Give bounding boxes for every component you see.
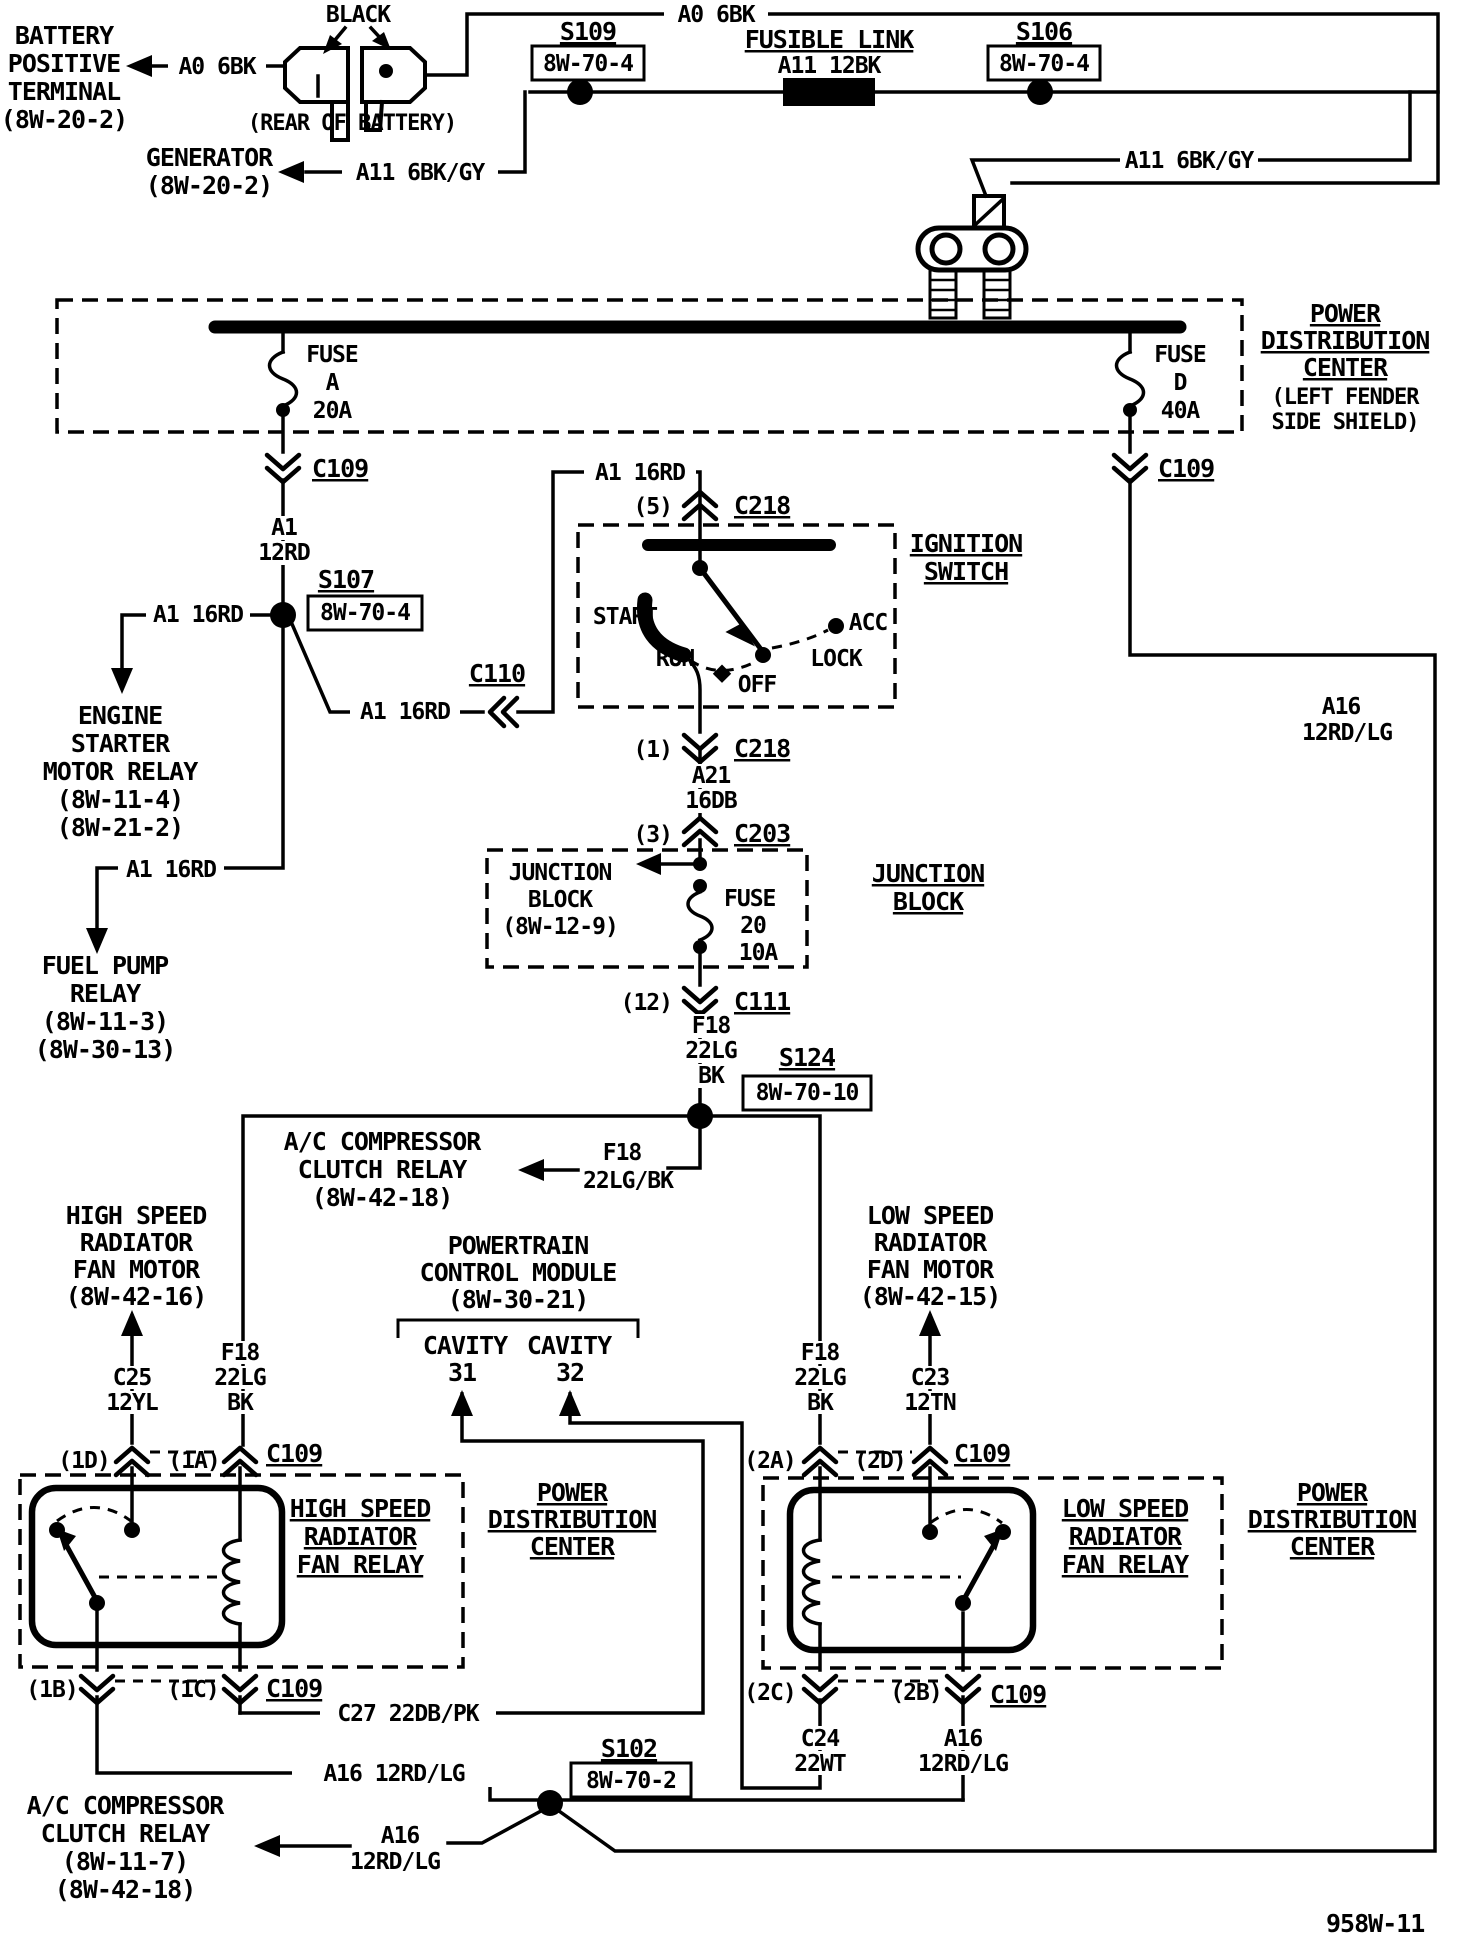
connector-c109-fuse-a [267,455,299,482]
hs-motor-arrow [121,1310,143,1336]
pin-2c-label: (2C) [744,1680,796,1706]
ignition-acc-dot [828,618,844,634]
fuse-20-rating: 10A [738,940,778,966]
wire-label-22wt: 22WT [794,1751,846,1777]
c109-fuse-a-label: C109 [312,454,369,483]
pcm-cavity-31: 31 [447,1358,477,1387]
ls-relay-body [790,1490,1033,1650]
junction-block-inner-label: JUNCTION BLOCK (8W-12-9) [502,860,618,940]
splice-s107-dot [270,602,296,628]
fuse-a-letter: A [325,370,339,396]
c218-in-label: C218 [734,491,791,520]
junction-branch-dot [693,857,707,871]
fuse-d-letter: D [1173,370,1187,396]
engine-starter-relay-label: ENGINE STARTER MOTOR RELAY (8W-11-4) (8W-21-2) [42,701,198,842]
fusible-link-block [783,78,875,106]
hs-relay [32,1488,282,1645]
c218-pin5-label: (5) [633,494,672,520]
stud-column-right-ribs [984,280,1010,310]
ignition-pos-off: OFF [737,672,777,698]
wire-s102-ac-diag [448,1811,541,1843]
pdc-top-box [57,300,1242,432]
wire-label-22lg: 22LG [685,1038,737,1064]
ls-relay-arm-arrowhead [984,1529,1003,1551]
wire-label-c27-22dbpk: C27 22DB/PK [337,1701,479,1727]
s107-label: S107 [317,565,375,594]
hs-fan-motor-label: HIGH SPEED RADIATOR FAN MOTOR (8W-42-16) [65,1201,207,1311]
s102-ref-label: 8W-70-2 [586,1768,676,1794]
wire-label-22lg-ls: 22LG [794,1365,846,1391]
c109-hs-bottom-label: C109 [266,1674,323,1703]
battery-black-label: BLACK [325,2,391,28]
wire-label-a1-16rd-starter: A1 16RD [153,602,243,628]
c109-fuse-d-label: C109 [1158,454,1215,483]
stud-column-left [930,270,956,318]
wire-label-a1: A1 [271,515,297,541]
ignition-pos-lock: LOCK [810,646,862,672]
pcm-cavity31-arrow [451,1390,473,1416]
ignition-pos-acc: ACC [848,610,888,636]
engine-starter-arrow [111,668,133,694]
hs-relay-arm-arrowhead [57,1529,76,1551]
ac-compressor-bottom-label: A/C COMPRESSOR CLUTCH RELAY (8W-11-7) (8W-42-18) [26,1791,224,1904]
sheet-code: 958W-11 [1326,1909,1425,1938]
hs-relay-contact-arc [57,1508,131,1522]
pdc-mid-left-title: POWER DISTRIBUTION CENTER [487,1478,657,1561]
eyelet-hole-left [932,235,960,263]
stud-column-right [984,270,1010,318]
fuse-d-dot [1123,403,1137,417]
wire-label-f18-hs: F18 [220,1340,260,1366]
pin-2b-label: (2B) [890,1680,942,1706]
wire-label-a16-12rdlg-1b: A16 12RD/LG [323,1761,465,1787]
ls-relay-arm [963,1541,996,1601]
fuse-d-squiggle [1117,352,1144,406]
c110-label: C110 [468,659,526,688]
wire-label-f18: F18 [691,1013,731,1039]
fuse-a-squiggle [270,352,297,406]
c218-out-label: C218 [734,734,791,763]
fuse-20-squiggle [688,892,712,940]
splice-s106-dot [1027,79,1053,105]
wire-label-a0-6bk-top: A0 6BK [677,2,755,28]
wire-label-f18-ac: F18 [602,1140,642,1166]
wire-label-12tn: 12TN [904,1390,956,1416]
wire-label-a16-bottom: A16 [380,1823,420,1849]
wire-label-a11-12bk: A11 12BK [777,53,881,79]
ls-motor-arrow [919,1310,941,1336]
fuse-a-element [270,352,297,417]
wire-f18-ac-stub [668,1129,700,1168]
ac-bottom-arrow [254,1835,280,1857]
connector-c109-fuse-d [1114,455,1146,482]
splice-s102-dot [537,1790,563,1816]
fuse-20-number: 20 [740,913,766,939]
wire-label-a0-6bk: A0 6BK [178,54,256,80]
s109-ref-label: 8W-70-4 [543,51,633,77]
fuel-pump-relay-label: FUEL PUMP RELAY (8W-11-3) (8W-30-13) [34,951,176,1064]
pin-1d-label: (1D) [58,1448,110,1474]
wire-label-bk-hs: BK [227,1390,253,1416]
fuse-a-rating: 20A [312,398,352,424]
s102-label: S102 [600,1734,658,1763]
wire-label-a11-6bkgy-gen: A11 6BK/GY [355,160,485,186]
wire-a1-16rd-ignition [518,472,700,712]
pcm-cavity-word-2: CAVITY [526,1331,612,1360]
s109-label: S109 [559,17,617,46]
generator-label: GENERATOR (8W-20-2) [145,143,273,200]
ignition-lock-dot [755,647,771,663]
ls-relay-contact-no [922,1524,938,1540]
wire-label-12rd: 12RD [258,540,310,566]
fuse-20-element [688,857,712,954]
black-arrow-left-head [323,35,342,54]
stud-column-left-ribs [930,280,956,310]
pin-1c-label: (1C) [167,1677,219,1703]
pcm-cavity-word-1: CAVITY [422,1331,508,1360]
fuse-d-word: FUSE [1154,342,1206,368]
fusible-link-label: FUSIBLE LINK [744,25,914,54]
c109-hs-top-label: C109 [266,1439,323,1468]
ignition-pos-start: START [592,604,658,630]
pcm-cavity-32: 32 [555,1358,585,1387]
hs-relay-coil [224,1540,241,1624]
wire-label-c24: C24 [800,1726,840,1752]
wire-label-a1-16rd-c110: A1 16RD [360,699,450,725]
wire-label-a1-16rd-ign: A1 16RD [595,460,685,486]
wire-label-16db: 16DB [685,788,737,814]
wire-label-12rdlg-right: 12RD/LG [1302,720,1392,746]
pin-2a-label: (2A) [744,1448,796,1474]
pin-2d-label: (2D) [854,1448,906,1474]
ignition-switch-arm [700,568,763,652]
ls-relay-contact-arc [930,1510,1002,1524]
pdc-top-title: POWER DISTRIBUTION CENTER [1260,299,1430,382]
c111-pin12-label: (12) [620,990,672,1016]
pin-1a-label: (1A) [168,1448,220,1474]
c203-pin3-label: (3) [633,822,672,848]
connector-c110 [490,698,517,726]
ignition-pos-run: RUN [655,646,695,672]
pcm-cavity32-arrow [559,1390,581,1416]
battery-ref-arrow [126,55,152,77]
wire-label-12rdlg-bottom: 12RD/LG [350,1849,440,1875]
ls-relay-coil [804,1540,821,1624]
pcm-label: POWERTRAIN CONTROL MODULE (8W-30-21) [419,1231,617,1314]
generator-ref-arrow [278,161,304,183]
ls-relay [790,1490,1033,1650]
wire-label-22lgbk-ac: 22LG/BK [583,1168,673,1194]
fuse-a-dot [276,403,290,417]
battery-positive-terminal-label: BATTERY POSITIVE TERMINAL (8W-20-2) [0,21,128,134]
ac-mid-arrow [518,1159,544,1181]
wire-label-a11-6bkgy-stud: A11 6BK/GY [1124,148,1254,174]
wire-label-12yl: 12YL [106,1390,158,1416]
ignition-off-dot [713,665,731,683]
hs-relay-title: HIGH SPEED RADIATOR FAN RELAY [289,1494,431,1579]
rear-of-battery-label: (REAR OF BATTERY) [247,111,457,136]
c109-ls-bottom-label: C109 [990,1680,1047,1709]
s124-ref-label: 8W-70-10 [755,1080,859,1106]
splice-s124-dot [687,1103,713,1129]
wire-label-bk: BK [698,1063,724,1089]
pdc-mid-right-title: POWER DISTRIBUTION CENTER [1247,1478,1417,1561]
c218-pin1-label: (1) [633,737,672,763]
hs-relay-arm [64,1541,97,1601]
ls-fan-motor-label: LOW SPEED RADIATOR FAN MOTOR (8W-42-15) [859,1201,1001,1311]
wire-label-c25: C25 [112,1365,152,1391]
stud-splice-hatch [976,200,1002,224]
fuse-a-word: FUSE [306,342,358,368]
wire-label-22lg-hs: 22LG [214,1365,266,1391]
wire-label-a16-2b: A16 [943,1726,983,1752]
wire-label-a16-right: A16 [1321,694,1361,720]
s107-ref-label: 8W-70-4 [320,600,410,626]
hs-relay-contact-no [124,1522,140,1538]
fuse-d-rating: 40A [1160,398,1200,424]
s124-label: S124 [778,1043,836,1072]
wire-label-a1-16rd-fuel: A1 16RD [126,857,216,883]
wire-a11-stud-tap [972,92,1410,196]
eyelet-hole-right [985,235,1013,263]
junction-block-arrow [636,853,661,875]
fuse-d-element [1117,352,1144,417]
wire-label-f18-ls: F18 [800,1340,840,1366]
ac-compressor-mid-label: A/C COMPRESSOR CLUTCH RELAY (8W-42-18) [283,1127,481,1212]
wire-label-12rdlg-2b: 12RD/LG [918,1751,1008,1777]
s106-label: S106 [1015,17,1073,46]
fuse-20-word: FUSE [724,886,776,912]
wire-label-bk-ls: BK [807,1390,833,1416]
c203-label: C203 [734,819,791,848]
c109-ls-top-label: C109 [954,1439,1011,1468]
wire-a16-right-feed [559,480,1435,1851]
splice-s109-dot [567,79,593,105]
battery-connector-right-half [362,48,425,102]
c111-label: C111 [734,987,791,1016]
s106-ref-label: 8W-70-4 [999,51,1089,77]
wire-label-c23: C23 [910,1365,950,1391]
fuse-20-bottom-dot [693,940,707,954]
battery-connector-dot [379,64,393,78]
wire-label-a21: A21 [691,763,731,789]
hs-relay-body [32,1488,282,1645]
pdc-top-location: (LEFT FENDER SIDE SHIELD) [1271,385,1419,435]
pin-1b-label: (1B) [26,1677,78,1703]
junction-block-title: JUNCTION BLOCK [871,859,985,916]
ls-relay-title: LOW SPEED RADIATOR FAN RELAY [1061,1494,1189,1579]
ignition-switch-title: IGNITION SWITCH [909,529,1023,586]
